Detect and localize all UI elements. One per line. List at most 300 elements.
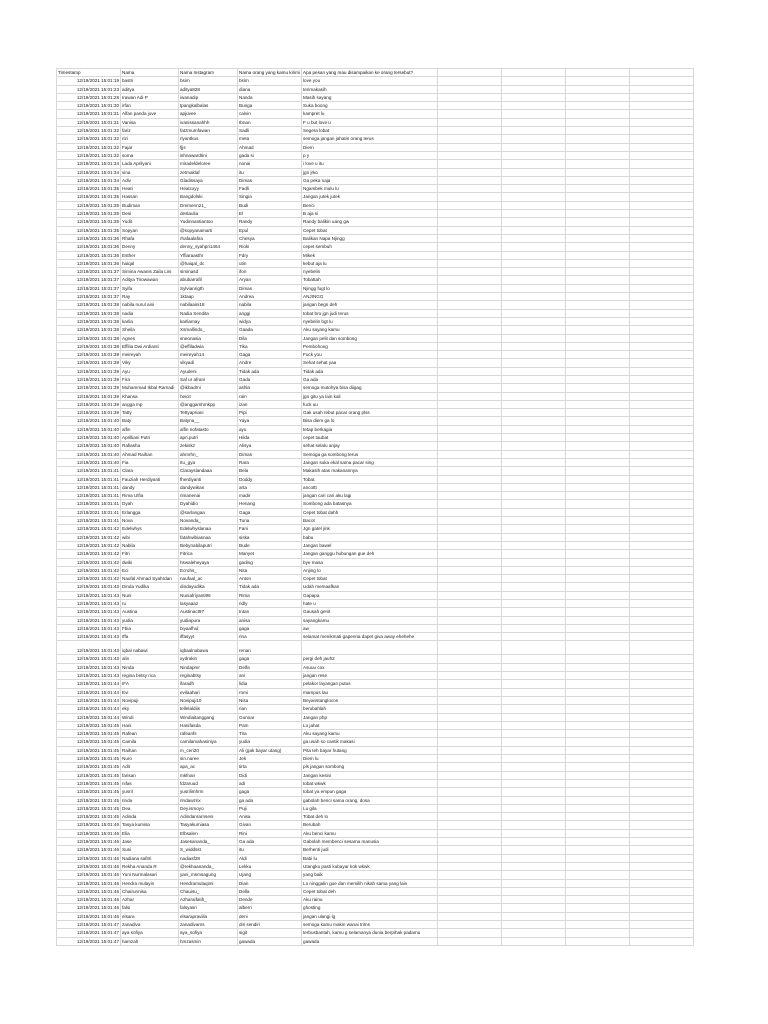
empty-cell[interactable] <box>630 788 694 796</box>
instagram-cell[interactable]: sin.nuree <box>179 755 238 763</box>
timestamp-cell[interactable]: 12/19/2021 15:01:37 <box>57 284 121 292</box>
nama-cell[interactable]: Khansa <box>121 392 179 400</box>
empty-cell[interactable] <box>502 284 566 292</box>
message-cell[interactable]: Aku rainu <box>302 896 438 904</box>
empty-cell[interactable] <box>438 541 502 549</box>
timestamp-cell[interactable]: 12/19/2021 15:01:34 <box>57 160 121 168</box>
timestamp-cell[interactable]: 12/19/2021 15:01:43 <box>57 583 121 591</box>
empty-cell[interactable] <box>502 425 566 433</box>
empty-cell[interactable] <box>566 829 630 837</box>
recipient-cell[interactable]: Rima <box>238 591 302 599</box>
timestamp-cell[interactable]: 12/19/2021 15:01:32 <box>57 151 121 159</box>
recipient-cell[interactable]: Anton <box>238 575 302 583</box>
empty-cell[interactable] <box>438 912 502 920</box>
instagram-cell[interactable]: Tettyapriani <box>179 409 238 417</box>
timestamp-cell[interactable]: 12/19/2021 15:01:45 <box>57 788 121 796</box>
nama-cell[interactable]: falsi <box>121 904 179 912</box>
empty-cell[interactable] <box>566 937 630 945</box>
empty-cell[interactable] <box>502 93 566 101</box>
instagram-cell[interactable]: Xsmallindo_ <box>179 326 238 334</box>
recipient-cell[interactable]: Budi <box>238 201 302 209</box>
empty-cell[interactable] <box>630 500 694 508</box>
empty-cell[interactable] <box>502 467 566 475</box>
instagram-cell[interactable]: siminasd <box>179 268 238 276</box>
message-cell[interactable]: Utangku pasti kubayar kok wkwk <box>302 862 438 870</box>
empty-cell[interactable] <box>566 367 630 375</box>
empty-cell[interactable] <box>630 193 694 201</box>
empty-cell[interactable] <box>630 771 694 779</box>
instagram-cell[interactable]: Austinact97 <box>179 608 238 616</box>
empty-cell[interactable] <box>630 755 694 763</box>
empty-cell[interactable] <box>630 608 694 616</box>
timestamp-cell[interactable]: 12/19/2021 15:01:35 <box>57 193 121 201</box>
message-cell[interactable]: tobat bro jgn judi terus <box>302 309 438 317</box>
empty-cell[interactable] <box>438 251 502 259</box>
message-cell[interactable]: Makasih atas makanannya <box>302 467 438 475</box>
empty-cell[interactable] <box>566 608 630 616</box>
empty-cell[interactable] <box>566 326 630 334</box>
message-cell[interactable]: Ngambek mulu lu <box>302 185 438 193</box>
empty-cell[interactable] <box>630 135 694 143</box>
empty-cell[interactable] <box>566 517 630 525</box>
empty-cell[interactable] <box>566 771 630 779</box>
recipient-cell[interactable]: Henang <box>238 500 302 508</box>
recipient-cell[interactable]: Aryan <box>238 276 302 284</box>
empty-cell[interactable] <box>438 838 502 846</box>
nama-cell[interactable]: Rafiasha <box>121 442 179 450</box>
timestamp-cell[interactable]: 12/19/2021 15:01:46 <box>57 846 121 854</box>
empty-cell[interactable] <box>438 600 502 608</box>
empty-cell[interactable] <box>438 929 502 937</box>
instagram-cell[interactable]: m_ceri20 <box>179 746 238 754</box>
empty-cell[interactable] <box>502 492 566 500</box>
empty-cell[interactable] <box>502 854 566 862</box>
empty-cell[interactable] <box>502 616 566 624</box>
empty-cell[interactable] <box>566 458 630 466</box>
message-cell[interactable]: sayangkamu <box>302 616 438 624</box>
empty-cell[interactable] <box>566 721 630 729</box>
empty-cell[interactable] <box>630 929 694 937</box>
empty-cell[interactable] <box>630 821 694 829</box>
instagram-cell[interactable]: Dmmenn21_ <box>179 201 238 209</box>
empty-cell[interactable] <box>566 417 630 425</box>
empty-cell[interactable] <box>566 821 630 829</box>
empty-cell[interactable] <box>438 458 502 466</box>
instagram-cell[interactable]: ivanissanahhh <box>179 118 238 126</box>
empty-cell[interactable] <box>630 151 694 159</box>
empty-cell[interactable] <box>502 367 566 375</box>
empty-cell[interactable] <box>502 624 566 632</box>
nama-cell[interactable]: Baty <box>121 417 179 425</box>
empty-cell[interactable] <box>630 301 694 309</box>
empty-cell[interactable] <box>566 920 630 928</box>
nama-cell[interactable]: karlia <box>121 317 179 325</box>
timestamp-cell[interactable]: 12/19/2021 15:01:38 <box>57 342 121 350</box>
timestamp-cell[interactable]: 12/19/2021 15:01:46 <box>57 854 121 862</box>
instagram-cell[interactable]: mkfnan <box>179 771 238 779</box>
instagram-cell[interactable]: nadiasf28 <box>179 854 238 862</box>
nama-cell[interactable]: Ray <box>121 293 179 301</box>
instagram-cell[interactable]: Gladissaya <box>179 176 238 184</box>
empty-cell[interactable] <box>502 259 566 267</box>
message-cell[interactable]: Sombong ada batasnya <box>302 500 438 508</box>
empty-cell[interactable] <box>630 633 694 641</box>
nama-cell[interactable]: farisan <box>121 771 179 779</box>
recipient-cell[interactable]: Givan <box>238 821 302 829</box>
empty-cell[interactable] <box>630 334 694 342</box>
empty-cell[interactable] <box>438 641 502 655</box>
instagram-cell[interactable]: aya_sofiya <box>179 929 238 937</box>
empty-cell[interactable] <box>630 862 694 870</box>
nama-cell[interactable]: Vanisa <box>121 118 179 126</box>
empty-cell[interactable] <box>630 475 694 483</box>
empty-cell[interactable] <box>630 904 694 912</box>
empty-cell[interactable] <box>438 500 502 508</box>
recipient-cell[interactable]: itu <box>238 846 302 854</box>
timestamp-cell[interactable]: 12/19/2021 15:01:43 <box>57 655 121 663</box>
header-cell-timestamp[interactable]: Timestamp <box>57 69 121 77</box>
recipient-cell[interactable]: alberri <box>238 904 302 912</box>
empty-cell[interactable] <box>630 738 694 746</box>
recipient-cell[interactable]: rian <box>238 705 302 713</box>
empty-cell[interactable] <box>566 110 630 118</box>
timestamp-cell[interactable]: 12/19/2021 15:01:35 <box>57 185 121 193</box>
recipient-cell[interactable]: Jek <box>238 755 302 763</box>
nama-cell[interactable]: Eci <box>121 566 179 574</box>
timestamp-cell[interactable]: 12/19/2021 15:01:43 <box>57 633 121 641</box>
empty-cell[interactable] <box>438 409 502 417</box>
empty-cell[interactable] <box>630 326 694 334</box>
recipient-cell[interactable]: nonai <box>238 160 302 168</box>
timestamp-cell[interactable]: 12/19/2021 15:01:32 <box>57 127 121 135</box>
empty-cell[interactable] <box>438 846 502 854</box>
nama-cell[interactable]: Fauziah Herdiyanti <box>121 475 179 483</box>
instagram-cell[interactable]: Fitrica <box>179 550 238 558</box>
recipient-cell[interactable]: Bela <box>238 467 302 475</box>
timestamp-cell[interactable]: 12/19/2021 15:01:45 <box>57 763 121 771</box>
empty-cell[interactable] <box>630 143 694 151</box>
empty-cell[interactable] <box>566 541 630 549</box>
empty-cell[interactable] <box>502 317 566 325</box>
recipient-cell[interactable]: ashla <box>238 384 302 392</box>
empty-cell[interactable] <box>566 77 630 85</box>
empty-cell[interactable] <box>630 450 694 458</box>
empty-cell[interactable] <box>438 293 502 301</box>
empty-cell[interactable] <box>630 655 694 663</box>
recipient-cell[interactable]: lidia <box>238 680 302 688</box>
empty-cell[interactable] <box>438 583 502 591</box>
instagram-cell[interactable]: hswaleheyaya <box>179 558 238 566</box>
timestamp-cell[interactable]: 12/19/2021 15:01:31 <box>57 110 121 118</box>
instagram-cell[interactable]: Hanifasda <box>179 721 238 729</box>
message-cell[interactable]: Pembohong <box>302 342 438 350</box>
empty-cell[interactable] <box>502 334 566 342</box>
instagram-cell[interactable]: xydrakin <box>179 655 238 663</box>
message-cell[interactable]: Beyanstanglocos <box>302 696 438 704</box>
empty-cell[interactable] <box>438 730 502 738</box>
instagram-cell[interactable]: @rekhaananda_ <box>179 862 238 870</box>
recipient-cell[interactable]: madir <box>238 492 302 500</box>
nama-cell[interactable]: wibi <box>121 533 179 541</box>
empty-cell[interactable] <box>502 641 566 655</box>
instagram-cell[interactable]: riyantkus <box>179 135 238 143</box>
message-cell[interactable]: selamat menikmati gapenna dapet giva away ehehehe <box>302 633 438 641</box>
nama-cell[interactable]: Evi <box>121 688 179 696</box>
empty-cell[interactable] <box>438 558 502 566</box>
nama-cell[interactable]: Nuni <box>121 591 179 599</box>
nama-cell[interactable]: Nadiana safitri <box>121 854 179 862</box>
empty-cell[interactable] <box>566 763 630 771</box>
empty-cell[interactable] <box>566 475 630 483</box>
nama-cell[interactable]: Aprilliani Putri <box>121 434 179 442</box>
empty-cell[interactable] <box>566 492 630 500</box>
instagram-cell[interactable]: Azharaifatih_ <box>179 896 238 904</box>
empty-cell[interactable] <box>502 746 566 754</box>
timestamp-cell[interactable]: 12/19/2021 15:01:44 <box>57 705 121 713</box>
nama-cell[interactable]: Chairunnisa <box>121 887 179 895</box>
timestamp-cell[interactable]: 12/19/2021 15:01:45 <box>57 746 121 754</box>
recipient-cell[interactable]: Singia <box>238 193 302 201</box>
empty-cell[interactable] <box>566 583 630 591</box>
empty-cell[interactable] <box>630 102 694 110</box>
empty-cell[interactable] <box>502 185 566 193</box>
recipient-cell[interactable]: calvin <box>238 110 302 118</box>
recipient-cell[interactable]: Gunnar <box>238 713 302 721</box>
message-cell[interactable]: Babi lu <box>302 854 438 862</box>
message-cell[interactable]: babu <box>302 533 438 541</box>
recipient-cell[interactable]: Fdry <box>238 251 302 259</box>
empty-cell[interactable] <box>438 525 502 533</box>
nama-cell[interactable]: Adiv <box>121 176 179 184</box>
message-cell[interactable]: Gak usah rebut pacar orang plss <box>302 409 438 417</box>
recipient-cell[interactable]: Sadli <box>238 127 302 135</box>
empty-cell[interactable] <box>438 655 502 663</box>
empty-cell[interactable] <box>566 912 630 920</box>
message-cell[interactable]: Jangan jutek jutek <box>302 193 438 201</box>
empty-cell[interactable] <box>438 633 502 641</box>
header-cell-pesan[interactable]: Apa pesan yang mau disampaikan ke orang tersebut? <box>302 69 438 77</box>
empty-cell[interactable] <box>438 672 502 680</box>
timestamp-cell[interactable]: 12/19/2021 15:01:39 <box>57 367 121 375</box>
empty-cell[interactable] <box>438 896 502 904</box>
instagram-cell[interactable]: iffasyyt <box>179 633 238 641</box>
message-cell[interactable]: Tobattah <box>302 276 438 284</box>
nama-cell[interactable]: Nabila <box>121 541 179 549</box>
empty-cell[interactable] <box>566 293 630 301</box>
instagram-cell[interactable]: meireyah14 <box>179 351 238 359</box>
empty-cell[interactable] <box>630 226 694 234</box>
empty-cell[interactable] <box>502 218 566 226</box>
recipient-cell[interactable]: Tira <box>238 730 302 738</box>
empty-cell[interactable] <box>502 110 566 118</box>
recipient-cell[interactable]: Ali (gak bayar utang) <box>238 746 302 754</box>
empty-cell[interactable] <box>566 118 630 126</box>
empty-cell[interactable] <box>502 829 566 837</box>
instagram-cell[interactable]: camilamahasiniya <box>179 738 238 746</box>
recipient-cell[interactable]: arta <box>238 483 302 491</box>
empty-cell[interactable] <box>630 243 694 251</box>
message-cell[interactable]: Berhenti judi <box>302 846 438 854</box>
empty-cell[interactable] <box>566 500 630 508</box>
recipient-cell[interactable]: tirta <box>238 763 302 771</box>
nama-cell[interactable]: Dea <box>121 804 179 812</box>
message-cell[interactable]: Anjing lo <box>302 566 438 574</box>
nama-cell[interactable]: fariz <box>121 127 179 135</box>
nama-cell[interactable]: yudia <box>121 616 179 624</box>
nama-cell[interactable]: Alfan panda juve <box>121 110 179 118</box>
nama-cell[interactable]: Fia <box>121 458 179 466</box>
empty-cell[interactable] <box>438 317 502 325</box>
instagram-cell[interactable]: @effiladwia <box>179 342 238 350</box>
message-cell[interactable]: gawada <box>302 937 438 945</box>
empty-cell[interactable] <box>566 779 630 787</box>
message-cell[interactable]: tobat ya empun gaga <box>302 788 438 796</box>
recipient-cell[interactable]: rina <box>238 633 302 641</box>
instagram-cell[interactable]: rafeanfs <box>179 730 238 738</box>
instagram-cell[interactable]: @haiqal_dc <box>179 259 238 267</box>
empty-cell[interactable] <box>630 359 694 367</box>
empty-cell[interactable] <box>438 342 502 350</box>
empty-cell[interactable] <box>630 920 694 928</box>
instagram-cell[interactable]: rhafaalafira <box>179 234 238 242</box>
recipient-cell[interactable]: Hilda <box>238 434 302 442</box>
empty-cell[interactable] <box>630 384 694 392</box>
empty-cell[interactable] <box>630 746 694 754</box>
empty-cell[interactable] <box>438 483 502 491</box>
empty-cell[interactable] <box>630 251 694 259</box>
empty-cell[interactable] <box>566 375 630 383</box>
empty-cell[interactable] <box>438 143 502 151</box>
empty-cell[interactable] <box>566 508 630 516</box>
nama-cell[interactable]: Agnes <box>121 334 179 342</box>
instagram-cell[interactable]: heicit <box>179 392 238 400</box>
recipient-cell[interactable]: gading <box>238 558 302 566</box>
empty-cell[interactable] <box>630 210 694 218</box>
timestamp-cell[interactable]: 12/19/2021 15:01:35 <box>57 218 121 226</box>
recipient-cell[interactable]: Andre <box>238 359 302 367</box>
empty-cell[interactable] <box>502 779 566 787</box>
recipient-cell[interactable]: Gada <box>238 375 302 383</box>
message-cell[interactable]: p y <box>302 151 438 159</box>
instagram-cell[interactable]: tellelaldiis <box>179 705 238 713</box>
message-cell[interactable]: Jgn gatel jink <box>302 525 438 533</box>
timestamp-cell[interactable]: 12/19/2021 15:01:44 <box>57 713 121 721</box>
empty-cell[interactable] <box>502 575 566 583</box>
empty-cell[interactable] <box>438 854 502 862</box>
recipient-cell[interactable]: Rini <box>238 829 302 837</box>
empty-cell[interactable] <box>438 616 502 624</box>
message-cell[interactable]: Ga ada <box>302 375 438 383</box>
empty-cell[interactable] <box>566 730 630 738</box>
empty-cell[interactable] <box>630 234 694 242</box>
empty-cell[interactable] <box>630 624 694 632</box>
empty-cell[interactable] <box>438 705 502 713</box>
recipient-cell[interactable]: Dimas <box>238 450 302 458</box>
timestamp-cell[interactable]: 12/19/2021 15:01:34 <box>57 168 121 176</box>
empty-cell[interactable] <box>566 804 630 812</box>
empty-cell[interactable] <box>566 633 630 641</box>
message-cell[interactable]: semoga kamu makin wanai trims <box>302 920 438 928</box>
empty-cell[interactable] <box>630 127 694 135</box>
instagram-cell[interactable]: vikyadi <box>179 359 238 367</box>
instagram-cell[interactable]: Nadia Sendita <box>179 309 238 317</box>
timestamp-cell[interactable]: 12/19/2021 15:01:40 <box>57 442 121 450</box>
timestamp-cell[interactable]: 12/19/2021 15:01:45 <box>57 738 121 746</box>
empty-cell[interactable] <box>502 400 566 408</box>
timestamp-cell[interactable]: 12/19/2021 15:01:45 <box>57 804 121 812</box>
empty-cell[interactable] <box>502 309 566 317</box>
nama-cell[interactable]: eky <box>121 705 179 713</box>
nama-cell[interactable]: Susi <box>121 846 179 854</box>
empty-cell[interactable] <box>630 680 694 688</box>
message-cell[interactable]: Balikan Napa Njingg <box>302 234 438 242</box>
empty-cell[interactable] <box>502 508 566 516</box>
recipient-cell[interactable]: gaga <box>238 655 302 663</box>
empty-cell[interactable] <box>502 821 566 829</box>
empty-cell[interactable] <box>630 550 694 558</box>
empty-cell[interactable] <box>566 176 630 184</box>
empty-cell[interactable] <box>438 920 502 928</box>
empty-cell[interactable] <box>438 185 502 193</box>
instagram-cell[interactable]: Nindapmr <box>179 663 238 671</box>
instagram-cell[interactable]: naufaal_ac <box>179 575 238 583</box>
instagram-cell[interactable]: Batyna__ <box>179 417 238 425</box>
message-cell[interactable]: Randy balikin uang gw <box>302 218 438 226</box>
message-cell[interactable]: pelakor layangan putus <box>302 680 438 688</box>
empty-cell[interactable] <box>438 243 502 251</box>
empty-cell[interactable] <box>630 641 694 655</box>
empty-cell[interactable] <box>438 663 502 671</box>
instagram-cell[interactable]: dindayudika <box>179 583 238 591</box>
empty-cell[interactable] <box>566 193 630 201</box>
empty-cell[interactable] <box>630 110 694 118</box>
empty-cell[interactable] <box>502 838 566 846</box>
instagram-cell[interactable]: Heatcxyy <box>179 185 238 193</box>
instagram-cell[interactable]: yani_msmsagung <box>179 871 238 879</box>
instagram-cell[interactable]: Tasyakumiasa <box>179 821 238 829</box>
empty-cell[interactable] <box>566 234 630 242</box>
instagram-cell[interactable]: nabilaaini18 <box>179 301 238 309</box>
empty-cell[interactable] <box>438 475 502 483</box>
empty-cell[interactable] <box>502 804 566 812</box>
instagram-cell[interactable]: karliamay <box>179 317 238 325</box>
timestamp-cell[interactable]: 12/19/2021 15:01:30 <box>57 102 121 110</box>
empty-cell[interactable] <box>566 904 630 912</box>
message-cell[interactable]: Aku sayang kamu <box>302 730 438 738</box>
instagram-cell[interactable]: apjuvee <box>179 110 238 118</box>
empty-cell[interactable] <box>566 127 630 135</box>
message-cell[interactable]: Tobat. <box>302 475 438 483</box>
recipient-cell[interactable]: Ga ada <box>238 838 302 846</box>
message-cell[interactable]: B aja si <box>302 210 438 218</box>
empty-cell[interactable] <box>566 788 630 796</box>
empty-cell[interactable] <box>502 375 566 383</box>
recipient-cell[interactable]: nabila <box>238 301 302 309</box>
empty-cell[interactable] <box>502 550 566 558</box>
message-cell[interactable]: Diem <box>302 143 438 151</box>
empty-cell[interactable] <box>502 475 566 483</box>
empty-cell[interactable] <box>566 688 630 696</box>
empty-cell[interactable] <box>502 326 566 334</box>
timestamp-cell[interactable]: 12/19/2021 15:01:39 <box>57 409 121 417</box>
timestamp-cell[interactable]: 12/19/2021 15:01:39 <box>57 351 121 359</box>
empty-cell[interactable] <box>566 467 630 475</box>
timestamp-cell[interactable]: 12/19/2021 15:01:41 <box>57 508 121 516</box>
empty-cell[interactable] <box>438 193 502 201</box>
empty-cell[interactable] <box>630 375 694 383</box>
empty-cell[interactable] <box>438 821 502 829</box>
empty-cell[interactable] <box>438 400 502 408</box>
